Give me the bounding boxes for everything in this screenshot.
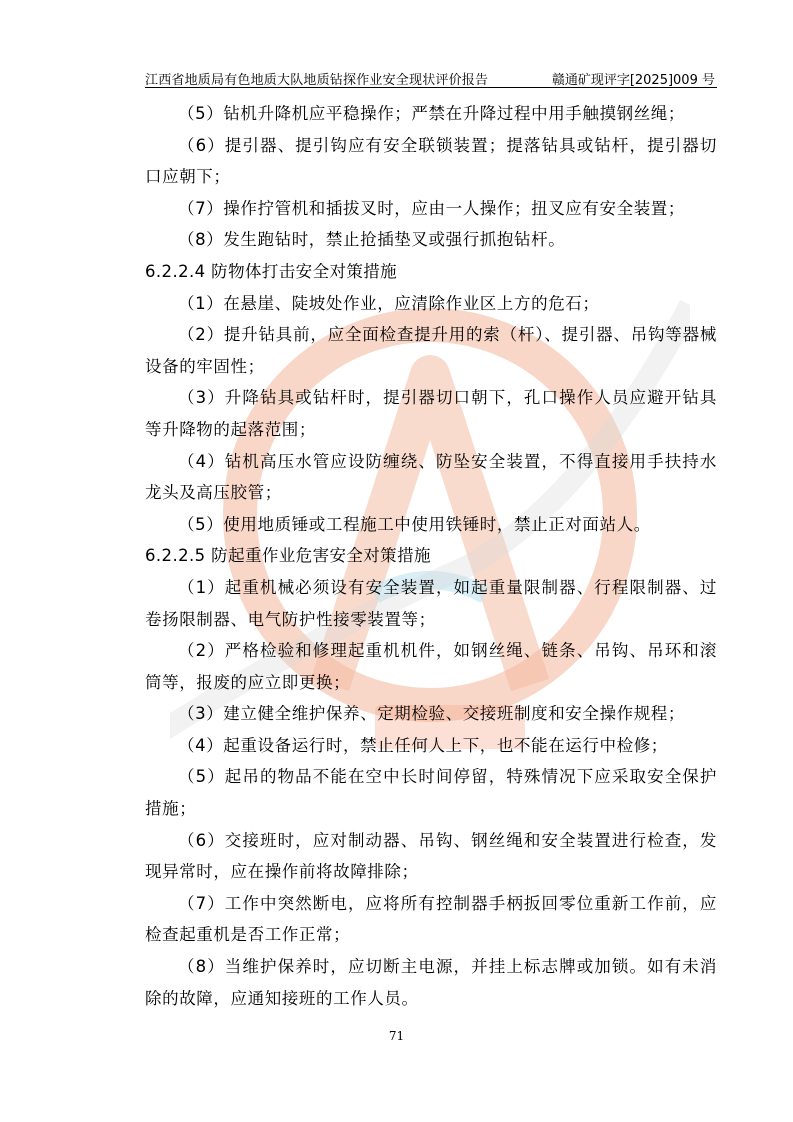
header-rule xyxy=(145,87,717,88)
body-paragraph: （6）提引器、提引钩应有安全联锁装置；提落钻具或钻杆，提引器切口应朝下； xyxy=(145,135,717,187)
body-paragraph: （7）操作拧管机和插拔叉时，应由一人操作；扭叉应有安全装置； xyxy=(178,198,685,218)
header-report-title: 江西省地质局有色地质大队地质钻探作业安全现状评价报告 xyxy=(145,73,489,88)
header-report-number: 赣通矿现评字[2025]009 号 xyxy=(551,73,715,88)
body-paragraph: （7）工作中突然断电，应将所有控制器手柄扳回零位重新工作前，应检查起重机是否工作正常； xyxy=(145,893,717,945)
body-paragraph: （6）交接班时，应对制动器、吊钩、钢丝绳和安全装置进行检查，发现异常时，应在操作前将故障排除； xyxy=(145,830,717,882)
section-heading: 6.2.2.5 防起重作业危害安全对策措施 xyxy=(145,546,431,566)
body-paragraph: （8）当维护保养时，应切断主电源，并挂上标志牌或加锁。如有未消除的故障，应通知接班的工作人员。 xyxy=(145,957,717,1008)
page-header xyxy=(145,66,717,88)
document-body xyxy=(145,98,717,1014)
body-paragraph: （1）在悬崖、陡坡处作业，应清除作业区上方的危石； xyxy=(178,293,600,313)
body-paragraph: （5）使用地质锤或工程施工中使用铁锤时，禁止正对面站人。 xyxy=(178,514,651,534)
body-paragraph: （4）钻机高压水管应设防缠绕、防坠安全装置，不得直接用手扶持水龙头及高压胶管； xyxy=(145,451,717,503)
body-paragraph: （4）起重设备运行时，禁止任何人上下，也不能在运行中检修； xyxy=(178,735,668,755)
body-paragraph: （5）钻机升降机应平稳操作；严禁在升降过程中用手触摸钢丝绳； xyxy=(178,104,685,123)
body-paragraph: （1）起重机械必须设有安全装置，如起重量限制器、行程限制器、过卷扬限制器、电气防护性接零装置等； xyxy=(145,577,717,629)
body-paragraph: （5）起吊的物品不能在空中长时间停留，特殊情况下应采取安全保护措施； xyxy=(145,767,717,819)
body-paragraph: （3）建立健全维护保养、定期检验、交接班制度和安全操作规程； xyxy=(178,704,685,724)
body-paragraph: （2）提升钻具前，应全面检查提升用的索（杆）、提引器、吊钩等器械设备的牢固性； xyxy=(145,325,717,376)
body-paragraph: （2）严格检验和修理起重机机件，如钢丝绳、链条、吊钩、吊环和滚筒等，报废的应立即更换； xyxy=(145,641,717,692)
section-heading: 6.2.2.4 防物体打击安全对策措施 xyxy=(145,261,398,281)
body-paragraph: （8）发生跑钻时，禁止抢插垫叉或强行抓抱钻杆。 xyxy=(178,230,566,250)
page-number: 71 xyxy=(388,1029,405,1043)
body-paragraph: （3）升降钻具或钻杆时，提引器切口朝下，孔口操作人员应避开钻具等升降物的起落范围； xyxy=(145,388,717,439)
